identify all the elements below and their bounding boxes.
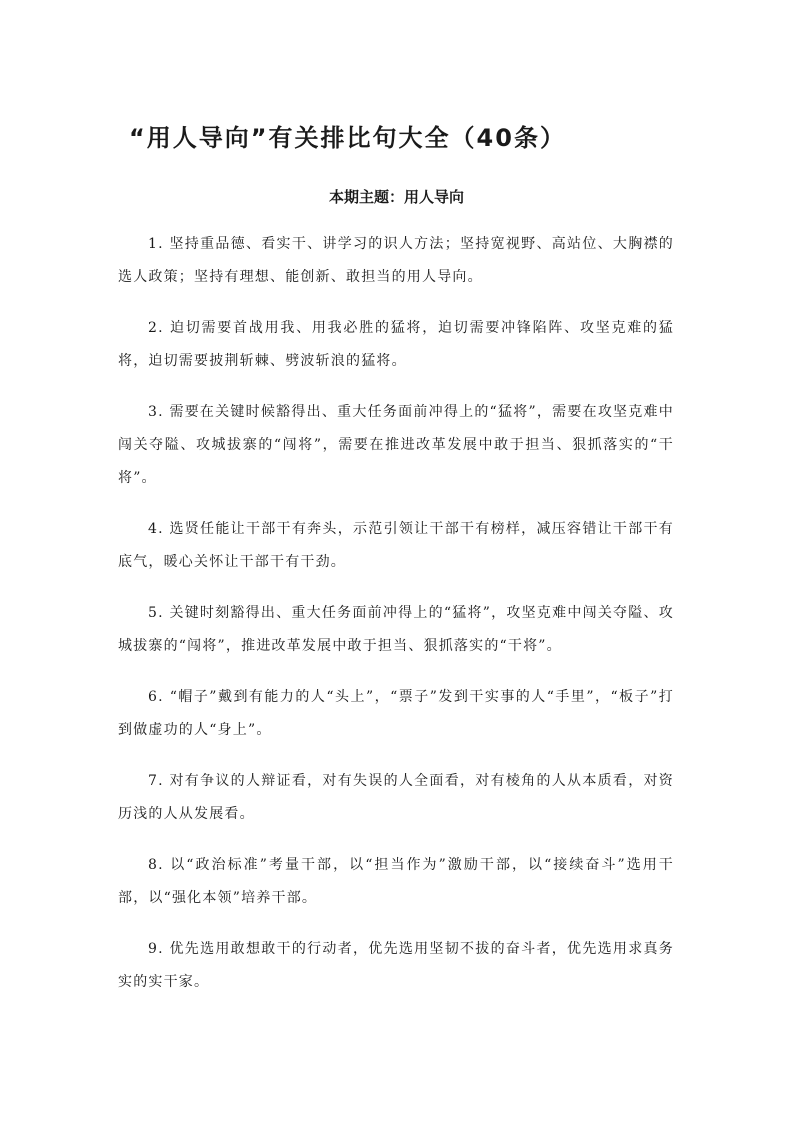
paragraph-9: 9. 优先选用敢想敢干的行动者，优先选用坚韧不拔的奋斗者，优先选用求真务实的实干家。: [118, 941, 674, 990]
paragraph-3: 3. 需要在关键时候豁得出、重大任务面前冲得上的“猛将”，需要在攻坚克难中闯关夺隘、攻城拔寨的“闯将”，需要在推进改革发展中敢于担当、狠抓落实的“干将”。: [118, 404, 674, 486]
paragraph-5: 5. 关键时刻豁得出、重大任务面前冲得上的“猛将”，攻坚克难中闯关夺隘、攻城拔寨的“闯将”，推进改革发展中敢于担当、狠抓落实的“干将”。: [118, 605, 674, 654]
paragraph-7: 7. 对有争议的人辩证看，对有失误的人全面看，对有棱角的人从本质看，对资历浅的人从发展看。: [118, 773, 674, 822]
document-body: [118, 228, 674, 1017]
paragraph-4: 4. 选贤任能让干部干有奔头，示范引领让干部干有榜样，减压容错让干部干有底气，暖心关怀让干部干有干劲。: [118, 521, 674, 570]
paragraph-2: 2. 迫切需要首战用我、用我必胜的猛将，迫切需要冲锋陷阵、攻坚克难的猛将，迫切需要披荆斩棘、劈波斩浪的猛将。: [118, 320, 674, 369]
paragraph-1: 1. 坚持重品德、看实干、讲学习的识人方法；坚持宽视野、高站位、大胸襟的选人政策；坚持有理想、能创新、敢担当的用人导向。: [118, 236, 674, 285]
paragraph-8: 8. 以“政治标准”考量干部，以“担当作为”激励干部，以“接续奋斗”选用干部，以“强化本领”培养干部。: [118, 857, 674, 906]
document-subtitle: 本期主题：用人导向: [328, 188, 464, 206]
paragraph-6: 6. “帽子”戴到有能力的人“头上”，“票子”发到干实事的人“手里”，“板子”打到做虚功的人“身上”。: [118, 689, 674, 738]
document-title: “用人导向”有关排比句大全（40条）: [129, 124, 566, 152]
